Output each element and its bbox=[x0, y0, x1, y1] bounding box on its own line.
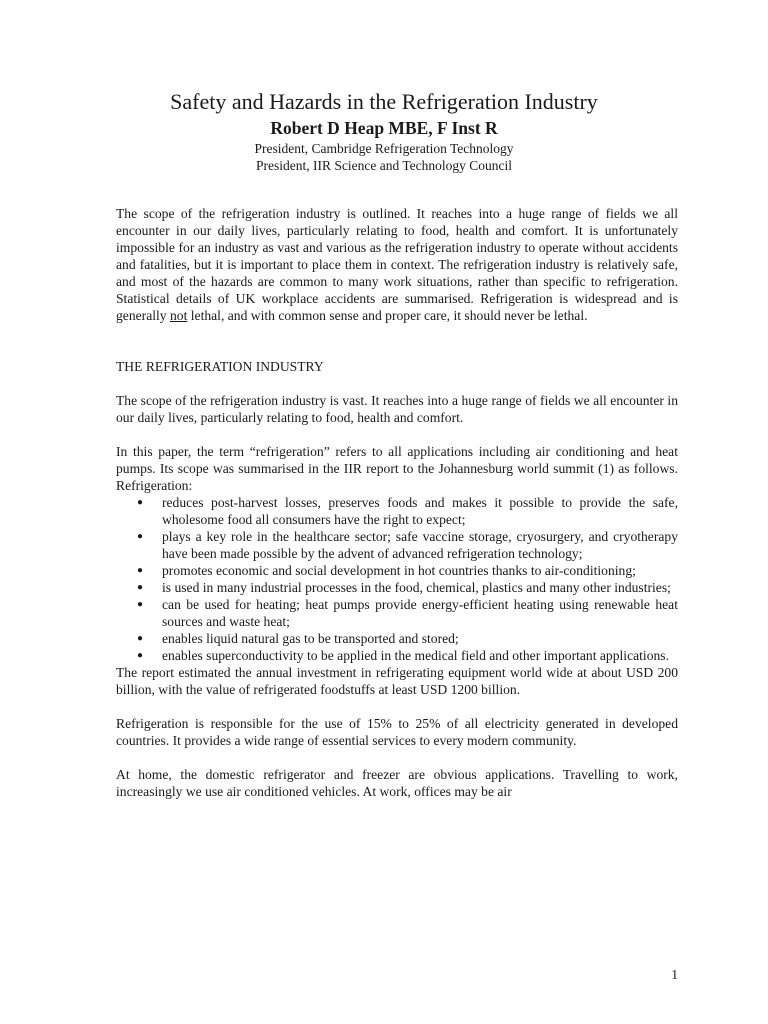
bullet-icon: ● bbox=[137, 633, 144, 644]
author-affiliations bbox=[0, 140, 768, 174]
list-item: ● promotes economic and social development in hot countries thanks to air-conditioning; bbox=[137, 563, 636, 578]
bullet-icon: ● bbox=[137, 599, 144, 610]
author-name: Robert D Heap MBE, F Inst R bbox=[270, 118, 498, 138]
list-item: ● can be used for heating; heat pumps provide energy-efficient heating using renewable heat sources and waste heat; bbox=[137, 597, 678, 629]
bullet-icon: ● bbox=[137, 565, 144, 576]
section-paragraph-1: The scope of the refrigeration industry is vast. It reaches into a huge range of fields we all encounter in our daily lives, particularly relating to food, health and comfort. bbox=[116, 393, 678, 425]
list-item: ● plays a key role in the healthcare sector; safe vaccine storage, cryosurgery, and cryotherapy have been made possible by the advent of advanced refrigeration technology; bbox=[137, 529, 678, 561]
list-item: ● reduces post-harvest losses, preserves foods and makes it possible to provide the safe, wholesome food all consumers have the right to expect; bbox=[137, 495, 678, 527]
section-paragraph-2: In this paper, the term “refrigeration” refers to all applications including air conditioning and heat pumps. Its scope was summarised in the IIR report to the Johannesburg world summit (1) as follows. Refrigeration: bbox=[116, 444, 678, 493]
section-heading: THE REFRIGERATION INDUSTRY bbox=[116, 359, 324, 374]
page-number: 1 bbox=[671, 967, 678, 982]
abstract-text-end: lethal, and with common sense and proper care, it should never be lethal. bbox=[187, 308, 588, 323]
abstract-paragraph bbox=[116, 205, 678, 324]
list-item: ● enables liquid natural gas to be transported and stored; bbox=[137, 631, 459, 646]
abstract-text-start: The scope of the refrigeration industry is outlined. It reaches into a huge range of fields we all encounter in our daily lives, particularly relating to food, health and comfort. It is unfortunately impossible for an industry as vast and various as the refrigeration industry to operate without accidents and fatalities, but it is important to place them in context. The refrigeration industry is relatively safe, and most of the hazards are common to many work situations, rather than specific to refrigeration. Statistical details of UK workplace accidents are summarised. Refrigeration is widespread and is generally bbox=[116, 206, 678, 323]
bullet-list bbox=[116, 494, 678, 664]
document-body bbox=[116, 205, 678, 800]
list-item: ● enables superconductivity to be applied in the medical field and other important applications. bbox=[137, 648, 669, 663]
bullet-icon: ● bbox=[137, 531, 144, 542]
affiliation-line-1: President, Cambridge Refrigeration Technology bbox=[254, 141, 514, 156]
document-title: Safety and Hazards in the Refrigeration Industry bbox=[170, 89, 598, 114]
list-item: ● is used in many industrial processes in the food, chemical, plastics and many other industries; bbox=[137, 580, 671, 595]
section-paragraph-3: The report estimated the annual investment in refrigerating equipment world wide at about USD 200 billion, with the value of refrigerated foodstuffs at least USD 1200 billion. bbox=[116, 665, 678, 697]
bullet-icon: ● bbox=[137, 497, 144, 508]
bullet-icon: ● bbox=[137, 650, 144, 661]
bullet-icon: ● bbox=[137, 582, 144, 593]
abstract-underlined-word: not bbox=[169, 308, 188, 323]
affiliation-line-2: President, IIR Science and Technology Council bbox=[256, 158, 512, 173]
section-paragraph-4: Refrigeration is responsible for the use of 15% to 25% of all electricity generated in developed countries. It provides a wide range of essential services to every modern community. bbox=[116, 716, 678, 748]
section-paragraph-5: At home, the domestic refrigerator and freezer are obvious applications. Travelling to work, increasingly we use air conditioned vehicles. At work, offices may be air bbox=[116, 767, 678, 799]
